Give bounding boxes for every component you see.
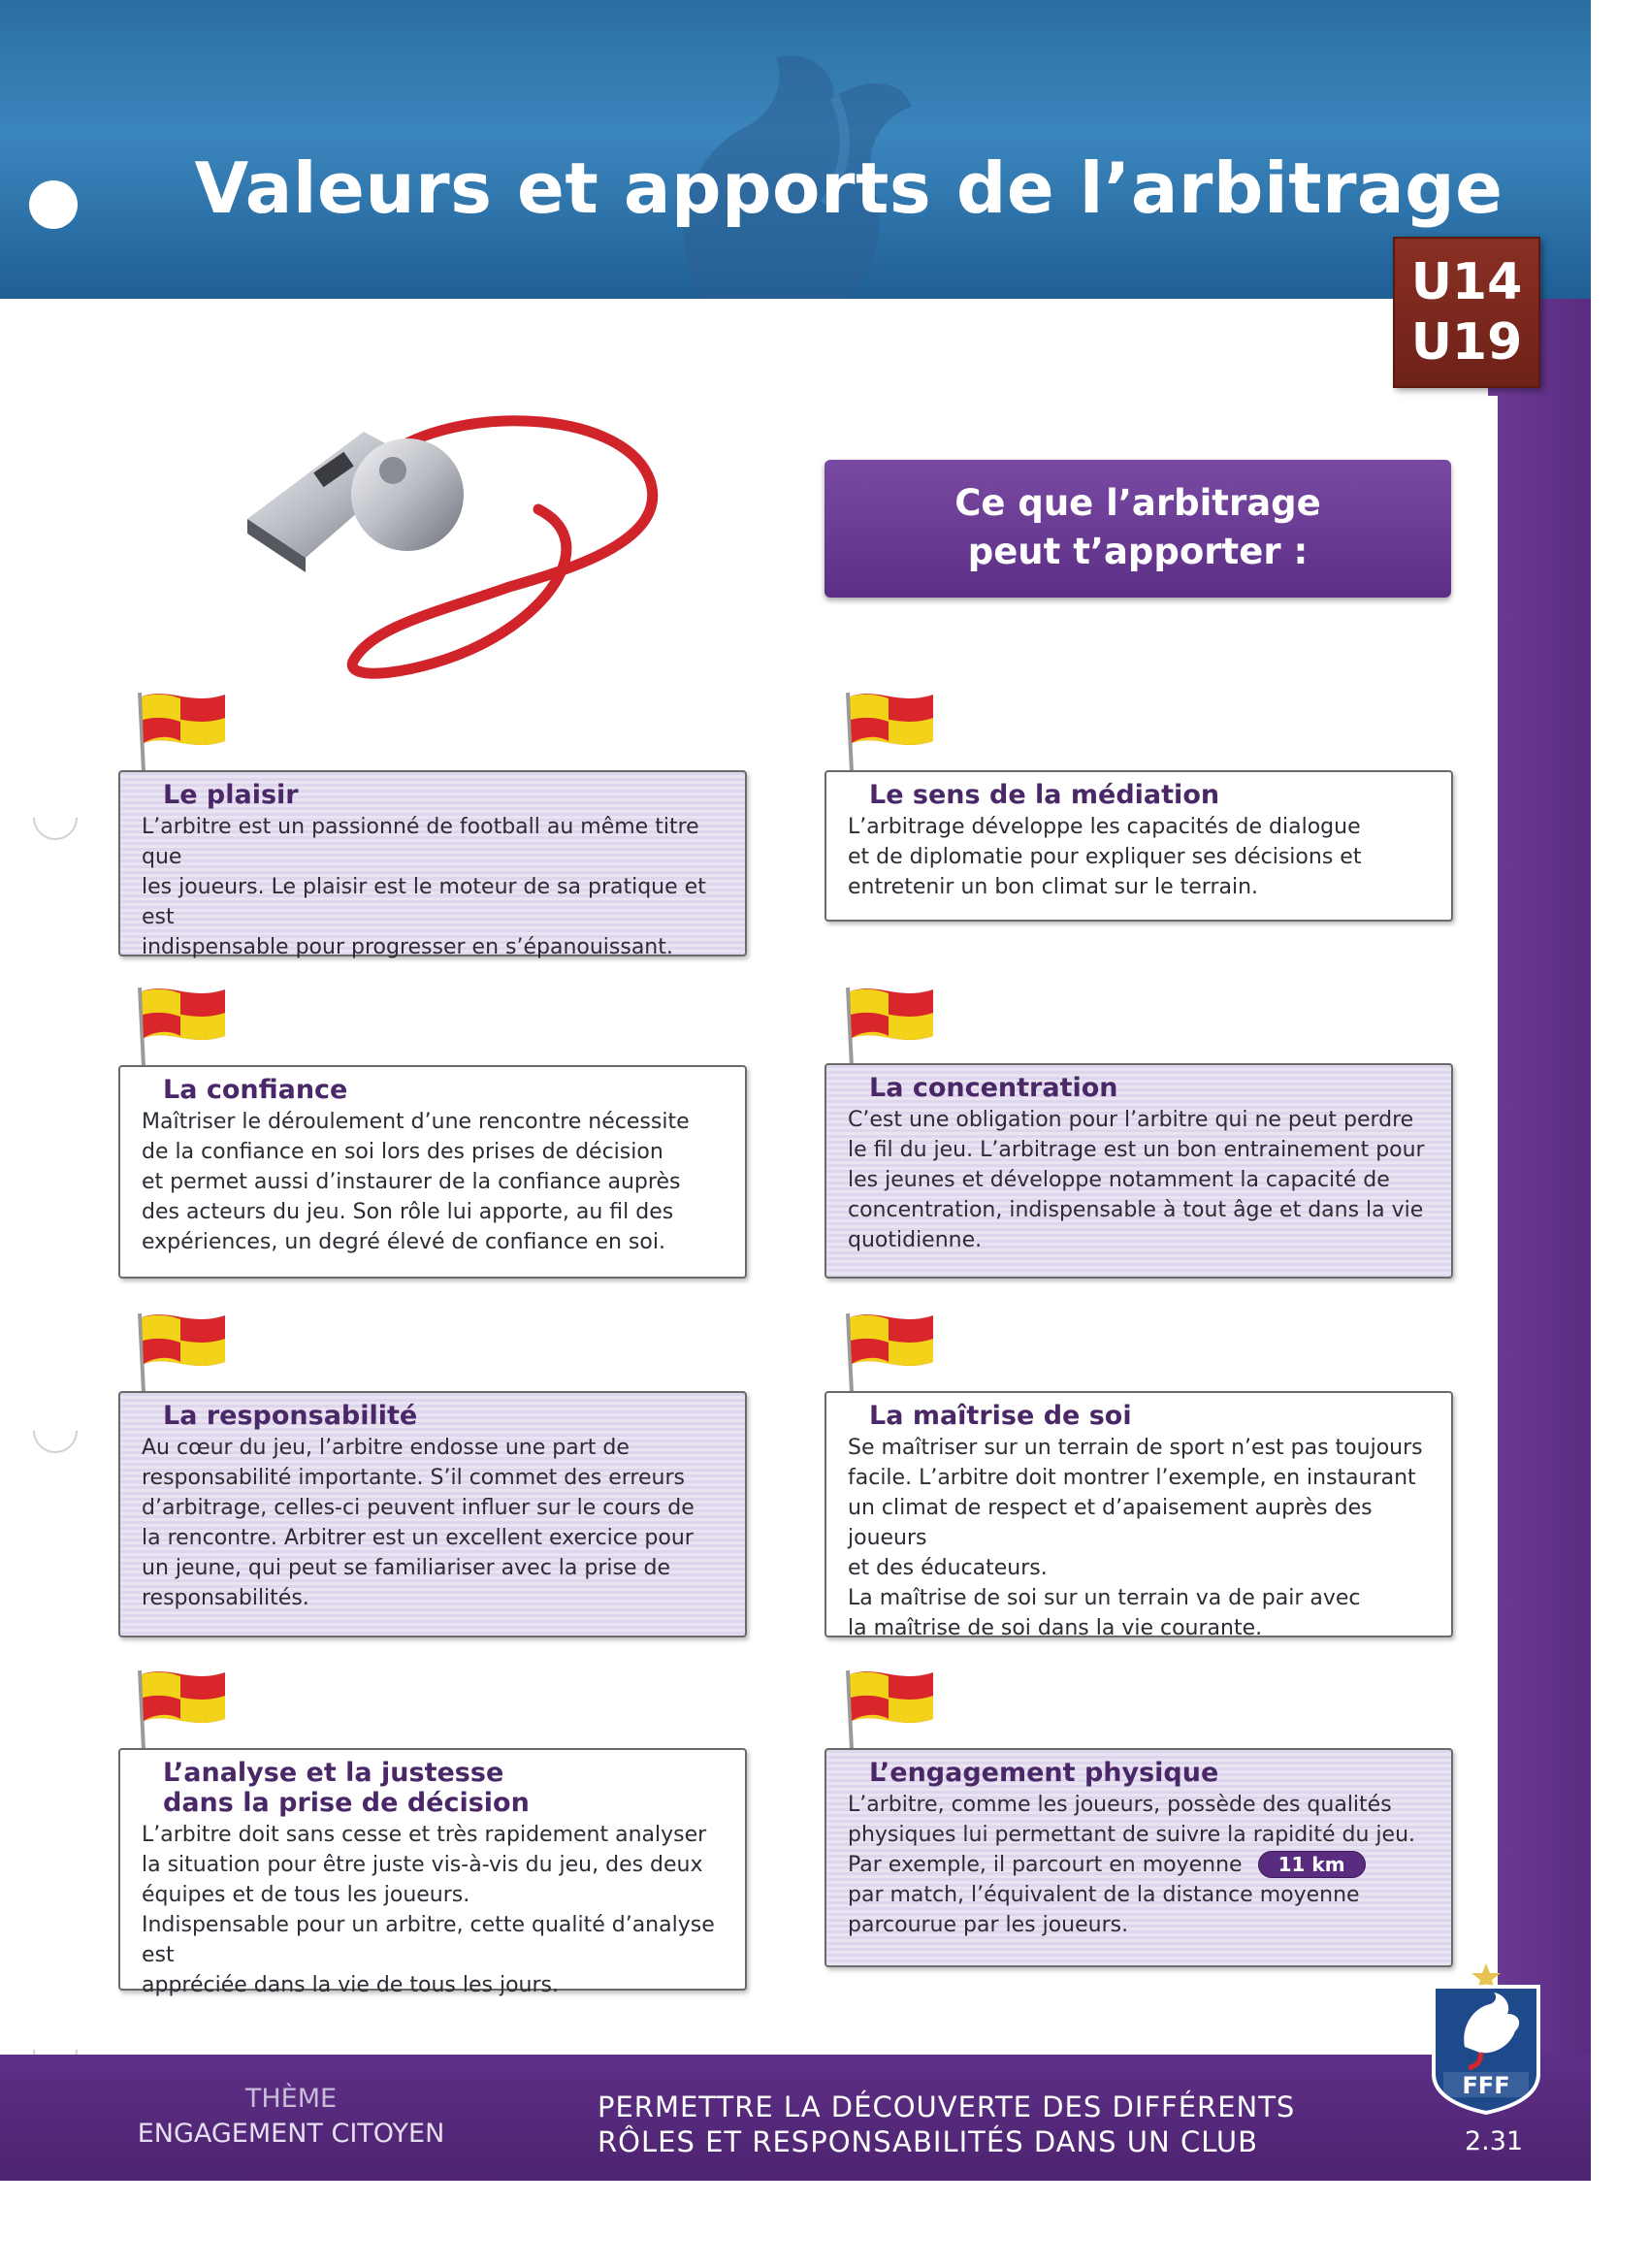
page-bottom-margin xyxy=(0,2181,1591,2268)
card-title: Le plaisir xyxy=(163,780,299,810)
card-title: La concentration xyxy=(869,1073,1118,1103)
value-card-concentration xyxy=(824,1063,1453,1279)
age-category-badge xyxy=(1393,237,1540,388)
footer-theme-value: ENGAGEMENT CITOYEN xyxy=(137,2119,445,2149)
card-body: L’arbitre est un passionné de football au même titre que les joueurs. Le plaisir est le moteur de sa pratique et est indispensable pour progresser en s’épanouissant. xyxy=(142,815,706,959)
card-body: L’arbitrage développe les capacités de dialogue et de diplomatie pour expliquer ses décisions et entretenir un bon climat sur le terrain. xyxy=(848,815,1362,899)
card-body-start: L’arbitre, comme les joueurs, possède des qualités physiques lui permettant de suivre la rapidité du jeu. Par exemple, il parcourt en moyenne xyxy=(848,1793,1416,1877)
value-card-plaisir xyxy=(118,770,747,959)
footer-band xyxy=(0,2055,1591,2181)
distance-highlight-pill: 11 km xyxy=(1258,1851,1366,1878)
card-title: La maîtrise de soi xyxy=(869,1401,1132,1431)
binder-ring-mark xyxy=(23,1399,86,1462)
footer-desc-line2: RÔLES ET RESPONSABILITÉS DANS UN CLUB xyxy=(598,2125,1259,2158)
whistle-icon xyxy=(247,403,664,679)
card-title: Le sens de la médiation xyxy=(869,780,1220,810)
intro-heading-line2: peut t’apporter : xyxy=(967,531,1309,572)
card-title-line1: L’analyse et la justesse xyxy=(163,1758,504,1788)
purple-side-band xyxy=(1488,299,1591,2055)
age-badge-line2: U19 xyxy=(1410,313,1523,372)
value-card-engagement-physique xyxy=(824,1748,1453,1967)
card-body: C’est une obligation pour l’arbitre qui ne peut perdre le fil du jeu. L’arbitrage est un bon entrainement pour les jeunes et développe notamment la capacité de concentration, indispensable à tout âge et dans la vie quotidienne. xyxy=(848,1108,1425,1252)
card-body: Maîtriser le déroulement d’une rencontre nécessite de la confiance en soi lors des prises de décision et permet aussi d’instaurer de la confiance auprès des acteurs du jeu. Son rôle lui apporte, au fil des expériences, un degré élevé de confiance en soi. xyxy=(142,1110,690,1254)
footer-theme xyxy=(97,2082,485,2152)
card-body: Au cœur du jeu, l’arbitre endosse une part de responsabilité importante. S’il commet des erreurs d’arbitrage, celles-ci peuvent influer sur le cours de la rencontre. Arbitrer est un excellent exercice pour un jeune, qui peut se familiariser avec la prise de responsabilités. xyxy=(142,1436,695,1610)
card-title: La responsabilité xyxy=(163,1401,418,1431)
page-title: Valeurs et apports de l’arbitrage xyxy=(194,147,1504,229)
card-title-line2: dans la prise de décision xyxy=(163,1788,530,1818)
card-body: Se maîtriser sur un terrain de sport n’est pas toujours facile. L’arbitre doit montrer l’exemple, en instaurant un climat de respect et d’apaisement auprès des joueurs et des éducateurs. La maîtrise de soi sur un terrain va de pair avec la maîtrise de soi dans la vie courante. xyxy=(848,1436,1423,1640)
card-body xyxy=(848,1790,1430,1940)
card-body: L’arbitre doit sans cesse et très rapidement analyser la situation pour être juste vis-à-vis du jeu, des deux équipes et de tous les joueurs. Indispensable pour un arbitre, cette qualité d’analyse est appréciée dans la vie de tous les jours. xyxy=(142,1823,715,1997)
fff-logo-text: FFF xyxy=(1462,2072,1510,2099)
intro-heading-line1: Ce que l’arbitrage xyxy=(954,482,1321,524)
card-title: L’engagement physique xyxy=(869,1758,1219,1788)
intro-heading-box xyxy=(824,460,1451,598)
page-number: 2.31 xyxy=(1464,2126,1524,2156)
card-title: La confiance xyxy=(163,1075,348,1105)
value-card-mediation xyxy=(824,770,1453,922)
value-card-confiance xyxy=(118,1065,747,1279)
fff-logo-icon xyxy=(1426,1960,1546,2115)
punch-hole xyxy=(29,180,78,229)
binder-ring-mark xyxy=(23,786,86,849)
age-badge-line1: U14 xyxy=(1410,253,1523,311)
footer-description xyxy=(598,2090,1374,2159)
footer-theme-label: THÈME xyxy=(244,2084,338,2114)
card-body-end: par match, l’équivalent de la distance moyenne parcourue par les joueurs. xyxy=(848,1883,1360,1937)
value-card-responsabilite xyxy=(118,1391,747,1637)
value-card-analyse xyxy=(118,1748,747,1997)
footer-desc-line1: PERMETTRE LA DÉCOUVERTE DES DIFFÉRENTS xyxy=(598,2090,1296,2123)
value-card-maitrise-de-soi xyxy=(824,1391,1453,1640)
